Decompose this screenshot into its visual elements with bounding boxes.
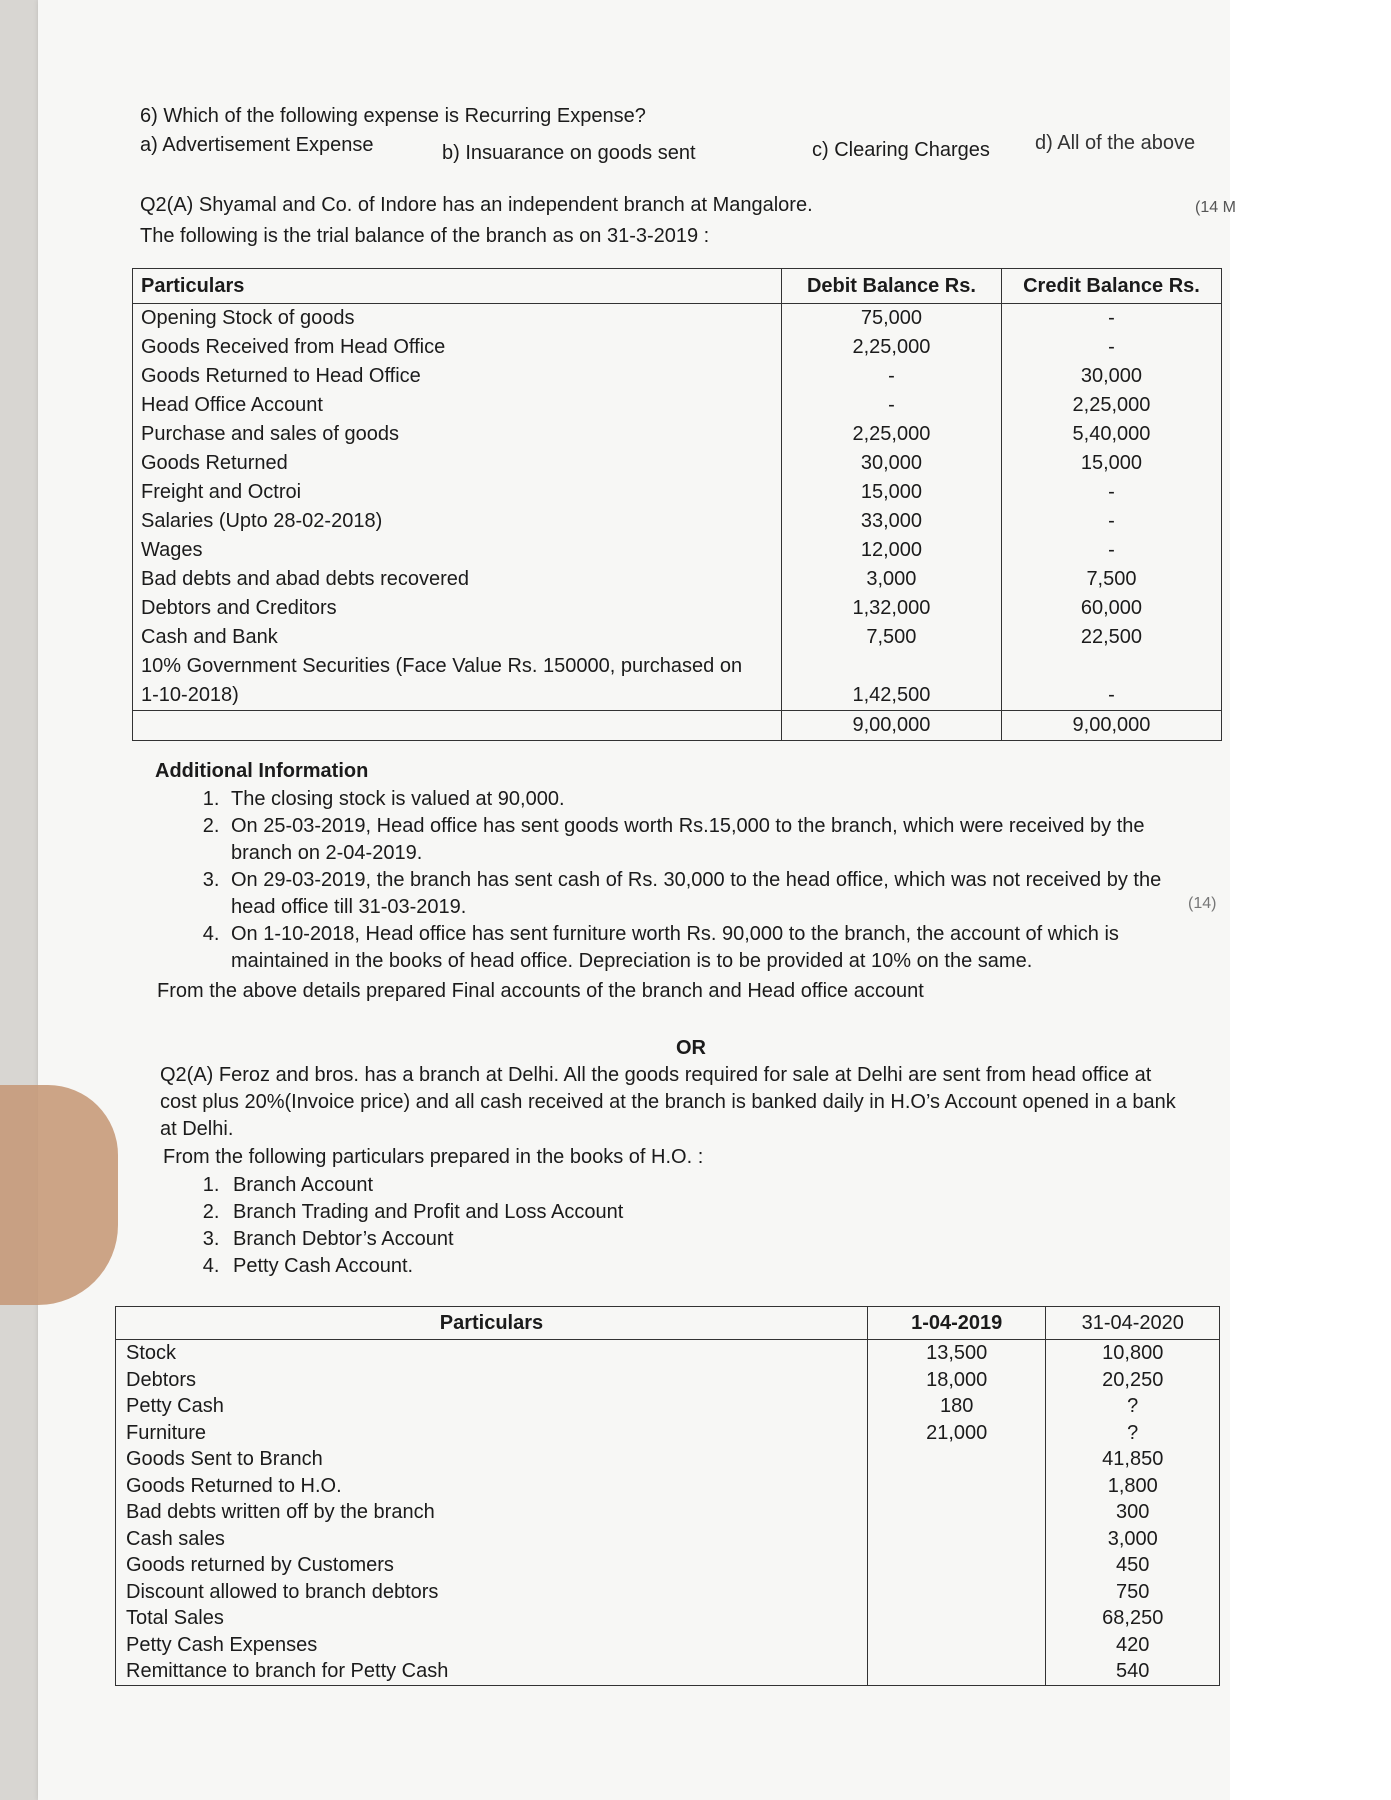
list-item: 2. On 25-03-2019, Head office has sent goods worth Rs.15,000 to the branch, which were received by the branch on 2-04-2019. <box>225 813 1205 867</box>
row-value-1 <box>867 1658 1046 1685</box>
row-credit: - <box>1001 304 1221 334</box>
or-separator: OR <box>676 1037 706 1059</box>
table-row <box>133 594 1222 623</box>
row-value-2: 420 <box>1046 1632 1220 1659</box>
q2b-list <box>195 1172 623 1280</box>
row-debit: 7,500 <box>781 623 1001 652</box>
header-date-1: 1-04-2019 <box>867 1307 1046 1340</box>
list-item: 1. Branch Account <box>225 1172 623 1199</box>
table-row <box>116 1446 1220 1473</box>
row-particular: Total Sales <box>116 1605 868 1632</box>
thumb <box>0 1085 118 1305</box>
row-debit: 33,000 <box>781 507 1001 536</box>
row-credit: - <box>1001 333 1221 362</box>
table-row <box>133 681 1222 711</box>
header-particulars: Particulars <box>116 1307 868 1340</box>
total-label <box>133 711 782 741</box>
additional-info-list <box>190 786 1205 975</box>
row-credit: 60,000 <box>1001 594 1221 623</box>
total-credit: 9,00,000 <box>1001 711 1221 741</box>
row-debit: 12,000 <box>781 536 1001 565</box>
header-date-2: 31-04-2020 <box>1046 1307 1220 1340</box>
row-value-2: ? <box>1046 1420 1220 1447</box>
row-particular: Cash sales <box>116 1526 868 1553</box>
q2a-line-2: The following is the trial balance of the branch as on 31-3-2019 : <box>140 225 710 247</box>
marks-label-2: (14) <box>1188 895 1217 912</box>
row-particular: Opening Stock of goods <box>133 304 782 334</box>
table-row <box>116 1658 1220 1685</box>
row-credit: 30,000 <box>1001 362 1221 391</box>
table-row <box>133 478 1222 507</box>
table-row <box>116 1632 1220 1659</box>
row-value-1 <box>867 1605 1046 1632</box>
row-value-1 <box>867 1473 1046 1500</box>
q2b-instruction: From the following particulars prepared in the books of H.O. : <box>163 1146 704 1168</box>
row-particular: Salaries (Upto 28-02-2018) <box>133 507 782 536</box>
row-debit: 75,000 <box>781 304 1001 334</box>
row-credit: - <box>1001 681 1221 711</box>
row-credit: - <box>1001 507 1221 536</box>
row-debit: 15,000 <box>781 478 1001 507</box>
table-row <box>116 1605 1220 1632</box>
row-credit: - <box>1001 478 1221 507</box>
table-row <box>116 1340 1220 1367</box>
table-row <box>116 1473 1220 1500</box>
table-row <box>116 1579 1220 1606</box>
row-credit: 15,000 <box>1001 449 1221 478</box>
row-value-2: 68,250 <box>1046 1605 1220 1632</box>
row-value-2: 300 <box>1046 1499 1220 1526</box>
row-credit: 5,40,000 <box>1001 420 1221 449</box>
row-debit: - <box>781 362 1001 391</box>
table-row <box>116 1499 1220 1526</box>
row-particular: Goods Returned to H.O. <box>116 1473 868 1500</box>
row-particular: Remittance to branch for Petty Cash <box>116 1658 868 1685</box>
row-particular: Goods Received from Head Office <box>133 333 782 362</box>
row-value-2: 1,800 <box>1046 1473 1220 1500</box>
list-item: 4. Petty Cash Account. <box>225 1253 623 1280</box>
table-row <box>133 333 1222 362</box>
row-particular: 10% Government Securities (Face Value Rs. 150000, purchased on <box>133 652 782 681</box>
row-debit: - <box>781 391 1001 420</box>
row-particular: Debtors and Creditors <box>133 594 782 623</box>
row-value-1 <box>867 1446 1046 1473</box>
row-particular: Furniture <box>116 1420 868 1447</box>
row-particular: Cash and Bank <box>133 623 782 652</box>
table-row <box>133 623 1222 652</box>
row-debit: 1,42,500 <box>781 681 1001 711</box>
row-value-1: 180 <box>867 1393 1046 1420</box>
row-credit: 2,25,000 <box>1001 391 1221 420</box>
row-credit <box>1001 652 1221 681</box>
row-value-1 <box>867 1526 1046 1553</box>
option-a: a) Advertisement Expense <box>140 134 374 156</box>
row-value-2: 540 <box>1046 1658 1220 1685</box>
table-row <box>133 507 1222 536</box>
list-item: 3. On 29-03-2019, the branch has sent cash of Rs. 30,000 to the head office, which was not received by the head office till 31-03-2019. <box>225 867 1205 921</box>
table-row <box>116 1552 1220 1579</box>
row-particular: Head Office Account <box>133 391 782 420</box>
table-row <box>133 565 1222 594</box>
particulars-table <box>115 1306 1220 1686</box>
table-row <box>133 304 1222 334</box>
table-row <box>133 362 1222 391</box>
list-item: 3. Branch Debtor’s Account <box>225 1226 623 1253</box>
table-row <box>116 1367 1220 1394</box>
background-edge <box>1230 0 1391 1800</box>
list-item: 2. Branch Trading and Profit and Loss Account <box>225 1199 623 1226</box>
table-row <box>133 536 1222 565</box>
row-credit: 7,500 <box>1001 565 1221 594</box>
row-value-2: 20,250 <box>1046 1367 1220 1394</box>
row-particular: Bad debts written off by the branch <box>116 1499 868 1526</box>
header-credit: Credit Balance Rs. <box>1001 269 1221 304</box>
total-row <box>133 711 1222 741</box>
row-value-2: 3,000 <box>1046 1526 1220 1553</box>
option-b: b) Insuarance on goods sent <box>442 142 696 164</box>
row-particular: Debtors <box>116 1367 868 1394</box>
option-c: c) Clearing Charges <box>812 139 990 161</box>
table-row <box>116 1526 1220 1553</box>
row-particular: Goods Returned to Head Office <box>133 362 782 391</box>
total-debit: 9,00,000 <box>781 711 1001 741</box>
row-debit <box>781 652 1001 681</box>
header-particulars: Particulars <box>133 269 782 304</box>
question-6: 6) Which of the following expense is Recurring Expense? <box>140 105 646 127</box>
row-value-2: 750 <box>1046 1579 1220 1606</box>
table-row <box>133 652 1222 681</box>
row-value-2: 10,800 <box>1046 1340 1220 1367</box>
q2a-line-1: Q2(A) Shyamal and Co. of Indore has an independent branch at Mangalore. <box>140 194 813 216</box>
row-particular: Freight and Octroi <box>133 478 782 507</box>
row-debit: 2,25,000 <box>781 333 1001 362</box>
row-debit: 2,25,000 <box>781 420 1001 449</box>
row-debit: 3,000 <box>781 565 1001 594</box>
list-item: 4. On 1-10-2018, Head office has sent furniture worth Rs. 90,000 to the branch, the account of which is maintained in the books of head office. Depreciation is to be provided at 10% on the same. <box>225 921 1205 975</box>
table-row <box>133 420 1222 449</box>
row-value-1 <box>867 1579 1046 1606</box>
row-debit: 1,32,000 <box>781 594 1001 623</box>
row-value-2: 450 <box>1046 1552 1220 1579</box>
header-debit: Debit Balance Rs. <box>781 269 1001 304</box>
row-particular: Wages <box>133 536 782 565</box>
row-particular: Bad debts and abad debts recovered <box>133 565 782 594</box>
row-credit: 22,500 <box>1001 623 1221 652</box>
row-value-1: 18,000 <box>867 1367 1046 1394</box>
row-value-1: 13,500 <box>867 1340 1046 1367</box>
row-debit: 30,000 <box>781 449 1001 478</box>
row-particular: Goods Returned <box>133 449 782 478</box>
row-particular: Goods returned by Customers <box>116 1552 868 1579</box>
row-value-2: ? <box>1046 1393 1220 1420</box>
row-particular: Petty Cash <box>116 1393 868 1420</box>
table-header-row <box>116 1307 1220 1340</box>
row-particular: 1-10-2018) <box>133 681 782 711</box>
row-value-1 <box>867 1632 1046 1659</box>
instruction-text: From the above details prepared Final accounts of the branch and Head office account <box>157 980 924 1002</box>
row-value-1 <box>867 1552 1046 1579</box>
marks-label: (14 M <box>1195 199 1236 216</box>
table-header-row <box>133 269 1222 304</box>
table-row <box>116 1393 1220 1420</box>
table-row <box>116 1420 1220 1447</box>
table-row <box>133 391 1222 420</box>
table-row <box>133 449 1222 478</box>
q2b-paragraph: Q2(A) Feroz and bros. has a branch at Delhi. All the goods required for sale at Delhi are sent from head office at cost plus 20%(Invoice price) and all cash received at the branch is banked daily in H.O’s Account opened in a bank at Delhi. <box>160 1064 1176 1140</box>
option-d: d) All of the above <box>1035 132 1196 154</box>
row-particular: Petty Cash Expenses <box>116 1632 868 1659</box>
row-credit: - <box>1001 536 1221 565</box>
row-particular: Goods Sent to Branch <box>116 1446 868 1473</box>
row-particular: Discount allowed to branch debtors <box>116 1579 868 1606</box>
row-particular: Purchase and sales of goods <box>133 420 782 449</box>
trial-balance-table <box>132 268 1222 741</box>
row-particular: Stock <box>116 1340 868 1367</box>
row-value-1 <box>867 1499 1046 1526</box>
row-value-2: 41,850 <box>1046 1446 1220 1473</box>
list-item: 1. The closing stock is valued at 90,000. <box>225 786 1205 813</box>
row-value-1: 21,000 <box>867 1420 1046 1447</box>
additional-info-heading: Additional Information <box>155 760 369 782</box>
